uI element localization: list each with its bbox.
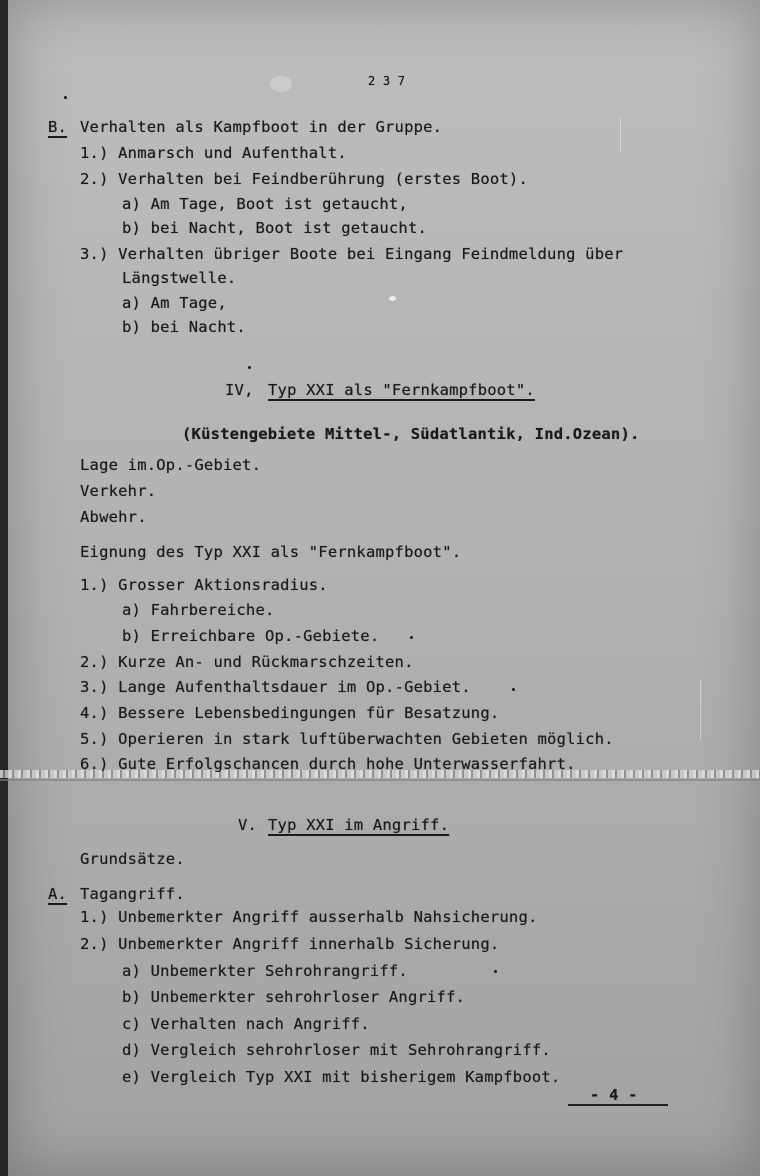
list-item: 4.) Bessere Lebensbedingungen für Besatzung. — [80, 704, 500, 722]
list-item: 1.) Unbemerkter Angriff ausserhalb Nahsicherung. — [80, 908, 538, 926]
film-scratch — [700, 680, 701, 740]
page-fold-shadow — [0, 779, 760, 781]
subsection-a-title: Tagangriff. — [80, 885, 185, 903]
subsection-a-letter: A. — [48, 885, 68, 903]
topic-item: Abwehr. — [80, 508, 147, 526]
principles-heading: Grundsätze. — [80, 850, 185, 868]
list-item: 3.) Lange Aufenthaltsdauer im Op.-Gebiet. — [80, 678, 471, 696]
section-iv-title: Typ XXI als "Fernkampfboot". — [268, 381, 535, 399]
list-item: 5.) Operieren in stark luftüberwachten Gebieten möglich. — [80, 730, 614, 748]
list-item: b) Unbemerkter sehrohrloser Angriff. — [122, 988, 466, 1006]
film-edge — [0, 0, 8, 1176]
list-item: 2.) Verhalten bei Feindberührung (erstes Boot). — [80, 170, 528, 188]
ink-speck — [248, 366, 251, 369]
ink-speck — [512, 688, 515, 691]
list-item: a) Unbemerkter Sehrohrangriff. — [122, 962, 408, 980]
section-v-numeral: V. — [238, 816, 258, 834]
list-item: 2.) Unbemerkter Angriff innerhalb Sicherung. — [80, 935, 500, 953]
list-item: Längstwelle. — [122, 269, 237, 287]
list-item: 2.) Kurze An- und Rückmarschzeiten. — [80, 653, 414, 671]
list-item: d) Vergleich sehrohrloser mit Sehrohrangriff. — [122, 1041, 551, 1059]
film-spot — [389, 296, 396, 301]
list-item: 1.) Grosser Aktionsradius. — [80, 576, 328, 594]
section-iv-subtitle: (Küstengebiete Mittel-, Südatlantik, Ind.Ozean). — [182, 425, 640, 443]
list-item: b) bei Nacht. — [122, 318, 246, 336]
section-b-letter: B. — [48, 118, 68, 136]
list-item: a) Am Tage, Boot ist getaucht, — [122, 195, 408, 213]
section-b-title: Verhalten als Kampfboot in der Gruppe. — [80, 118, 443, 136]
suitability-heading: Eignung des Typ XXI als "Fernkampfboot". — [80, 543, 462, 561]
list-item: a) Fahrbereiche. — [122, 601, 275, 619]
list-item: b) bei Nacht, Boot ist getaucht. — [122, 219, 428, 237]
section-v-title: Typ XXI im Angriff. — [268, 816, 450, 834]
list-item: b) Erreichbare Op.-Gebiete. — [122, 627, 380, 645]
page-number-underline — [568, 1104, 668, 1106]
ink-speck — [494, 970, 497, 973]
list-item: 1.) Anmarsch und Aufenthalt. — [80, 144, 347, 162]
film-scratch — [620, 118, 621, 152]
list-item: e) Vergleich Typ XXI mit bisherigem Kampfboot. — [122, 1068, 561, 1086]
page-number: - 4 - — [590, 1086, 638, 1104]
header-mark: 2 3 7 — [368, 74, 406, 88]
list-item: 3.) Verhalten übriger Boote bei Eingang Feindmeldung über — [80, 245, 624, 263]
topic-item: Lage im.Op.-Gebiet. — [80, 456, 262, 474]
section-iv-numeral: IV, — [225, 381, 254, 399]
list-item: a) Am Tage, — [122, 294, 227, 312]
list-item: c) Verhalten nach Angriff. — [122, 1015, 370, 1033]
ink-speck — [64, 96, 67, 99]
list-item: 6.) Gute Erfolgschancen durch hohe Unterwasserfahrt. — [80, 755, 576, 773]
film-spot — [270, 76, 292, 92]
ink-speck — [410, 636, 413, 639]
topic-item: Verkehr. — [80, 482, 157, 500]
